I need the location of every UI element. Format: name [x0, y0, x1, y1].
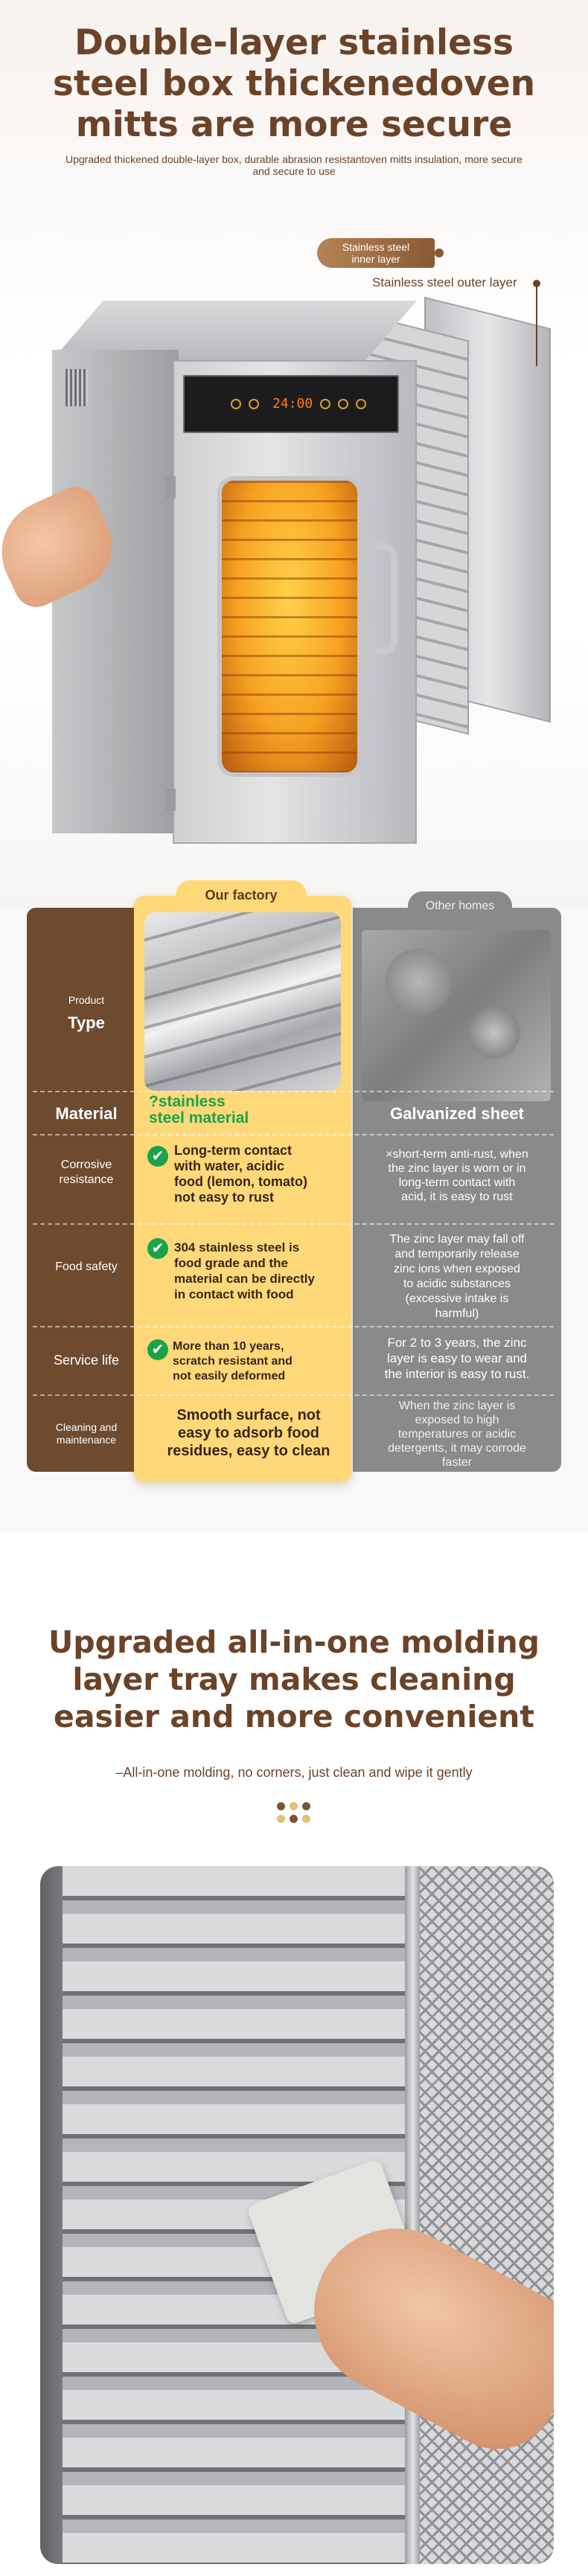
control-panel — [183, 375, 399, 433]
text-line: the interior is easy to rust. — [384, 1367, 530, 1381]
molding-tray-section — [0, 1533, 588, 2576]
section-title — [0, 22, 588, 145]
row-divider — [33, 1091, 554, 1092]
row-divider — [33, 1326, 554, 1327]
power-icon — [231, 399, 241, 409]
label-large: Type — [68, 1013, 105, 1032]
row-divider — [33, 1134, 554, 1135]
mode-icon — [249, 399, 259, 409]
text-line: residues, easy to clean — [167, 1443, 330, 1459]
text-line: faster — [441, 1456, 472, 1469]
door-handle — [375, 543, 397, 655]
cleaning-other — [357, 1399, 557, 1470]
fruit-slices — [222, 481, 357, 772]
text-line: resistance — [59, 1173, 114, 1186]
text-line: temperatures or acidic — [397, 1428, 517, 1441]
check-icon: ✔ — [147, 1339, 168, 1360]
text-line: not easily deformed — [173, 1370, 286, 1382]
text-line: Long-term contact — [174, 1143, 293, 1158]
text-line: and temporarily release — [394, 1248, 520, 1260]
text-line: More than 10 years, — [173, 1340, 284, 1353]
comparison-section — [0, 888, 588, 1533]
product-type-label — [27, 994, 146, 1033]
material-label: Material — [55, 1104, 118, 1123]
title-line: Upgraded all-in-one molding — [48, 1624, 540, 1660]
subtitle-line: Upgraded thickened double-layer box, durable abrasion resistantoven mitts insulation, more secure — [65, 153, 523, 165]
our-factory-tag: Our factory — [176, 880, 307, 910]
text-line: to acidic substances — [403, 1278, 511, 1290]
service-life-ours — [173, 1339, 345, 1384]
title-line: mitts are more secure — [75, 104, 513, 145]
title-line: easier and more convenient — [54, 1699, 534, 1734]
text-line: food (lemon, tomato) — [174, 1174, 307, 1189]
text-line: exposed to high — [415, 1414, 499, 1426]
material-other: Galvanized sheet — [390, 1104, 524, 1123]
label-line: inner layer — [351, 253, 400, 265]
galvanized-sample-image — [362, 930, 551, 1101]
text-line: The zinc layer may fall off — [389, 1233, 525, 1246]
text-line: layer is easy to wear and — [386, 1351, 528, 1365]
section-title — [0, 1624, 588, 1735]
leader-line — [536, 284, 537, 366]
label-small: Product — [68, 994, 105, 1006]
cleaning-label — [27, 1421, 146, 1446]
text-line: Cleaning and — [55, 1421, 118, 1433]
mesh-tray — [420, 1866, 554, 2564]
dot — [277, 1815, 285, 1823]
tray-cleaning-photo — [40, 1866, 554, 2564]
text-line: When the zinc layer is — [398, 1400, 516, 1412]
dot — [302, 1802, 310, 1810]
hinge-icon — [165, 789, 176, 811]
text-line: the zinc layer is worn or in — [388, 1162, 526, 1175]
subtitle-line: and secure to use — [252, 165, 336, 177]
title-line: steel box thickenedoven — [52, 63, 536, 104]
text-line: maintenance — [56, 1434, 117, 1446]
brush-icon: – — [115, 1765, 124, 1780]
text-line: with water, acidic — [174, 1159, 285, 1173]
text-line: long-term contact with — [398, 1176, 516, 1189]
double-layer-section — [0, 0, 588, 908]
service-life-other — [357, 1335, 557, 1382]
text-line: harmful) — [435, 1307, 479, 1320]
stainless-sample-image — [144, 912, 341, 1091]
check-icon: ✔ — [147, 1146, 168, 1167]
text-line: easy to adsorb food — [177, 1425, 320, 1441]
cleaning-ours — [146, 1406, 351, 1460]
text-line: not easy to rust — [174, 1190, 275, 1205]
time-display: 24:00 — [272, 396, 313, 411]
service-life-label: Service life — [53, 1353, 120, 1368]
text-line: Smooth surface, not — [176, 1407, 321, 1423]
text-line: For 2 to 3 years, the zinc — [387, 1336, 527, 1350]
fan-icon — [320, 399, 330, 409]
row-divider — [33, 1223, 554, 1225]
corrosive-label — [27, 1158, 146, 1188]
up-icon — [338, 399, 348, 409]
text-line: (excessive intake is — [405, 1292, 509, 1305]
down-icon — [356, 399, 366, 409]
dots-icon — [277, 1802, 311, 1826]
check-icon: ✔ — [147, 1238, 168, 1259]
text-line: ×short-term anti-rust, when — [386, 1148, 528, 1161]
dot — [290, 1815, 298, 1823]
outer-layer-label: Stainless steel outer layer — [372, 275, 517, 289]
labels-column — [27, 908, 146, 1472]
corrosive-other — [357, 1147, 557, 1204]
dot — [277, 1802, 285, 1810]
text-line: scratch resistant and — [173, 1355, 293, 1368]
text-line: detergents, it may corrode — [388, 1442, 526, 1455]
dot — [302, 1815, 310, 1823]
food-safety-ours — [174, 1240, 345, 1302]
text-line: 304 stainless steel is — [174, 1240, 300, 1255]
section-subtitle — [0, 1765, 588, 1781]
inner-layer-label — [317, 238, 435, 268]
door-window — [217, 476, 362, 777]
label-line: Stainless steel — [342, 241, 410, 253]
text-line: ?stainless — [149, 1093, 226, 1110]
vent-icon — [65, 369, 88, 406]
door-frame — [405, 1866, 421, 2564]
dot — [290, 1802, 298, 1810]
text-line: food grade and the — [174, 1256, 288, 1270]
title-line: layer tray makes cleaning — [72, 1662, 516, 1697]
text-line: material can be directly — [174, 1272, 315, 1286]
material-ours — [149, 1094, 350, 1127]
other-homes-tag: Other homes — [408, 891, 512, 921]
food-safety-other — [357, 1232, 557, 1321]
text-line: zinc ions when exposed — [394, 1263, 520, 1275]
text-line: acid, it is easy to rust — [401, 1191, 513, 1203]
text-line: Corrosive — [60, 1159, 112, 1171]
hinge-icon — [165, 476, 176, 499]
text-line: steel material — [149, 1109, 249, 1127]
section-subtitle — [15, 153, 573, 177]
row-divider — [33, 1394, 554, 1396]
text-line: in contact with food — [174, 1287, 294, 1301]
food-safety-label: Food safety — [55, 1260, 118, 1273]
corrosive-ours — [174, 1143, 345, 1205]
subtitle-text: All-in-one molding, no corners, just clean and wipe it gently — [123, 1765, 473, 1780]
title-line: Double-layer stainless — [74, 22, 514, 63]
